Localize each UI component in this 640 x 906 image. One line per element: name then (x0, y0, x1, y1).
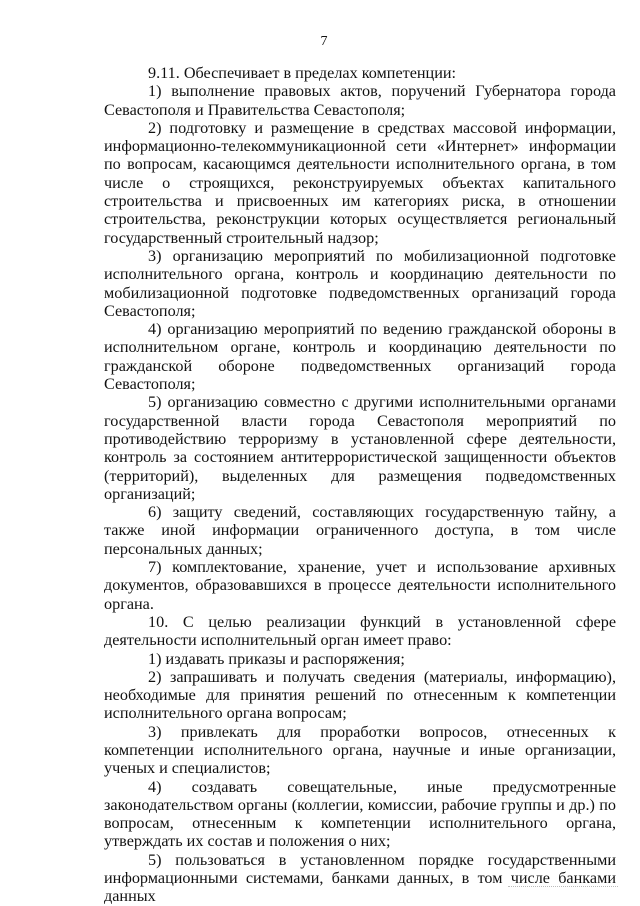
paragraph-9-11-item-7: 7) комплектование, хранение, учет и использование архивных документов, образовавшихся в процессе деятельности исполнительного органа. (104, 558, 616, 613)
paragraph-9-11-item-3: 3) организацию мероприятий по мобилизационной подготовке исполнительного органа, контроль и координацию деятельности по мобилизационной подготовке подведомственных организаций города Севастополя; (104, 246, 616, 320)
paragraph-10-item-3: 3) привлекать для проработки вопросов, отнесенных к компетенции исполнительного органа, научные и иные организации, ученых и специалистов; (104, 722, 616, 778)
paragraph-9-11-item-2: 2) подготовку и размещение в средствах массовой информации, информационно-телекоммуникационной сети «Интернет» информации по вопросам, касающимся деятельности исполнительного органа, в том числе о строящихся, реконструируемых объектах капитального строительства и присвоенных им категориях риска, в отношении строительства, реконструкции которых осуществляется региональный государственный строительный надзор; (104, 118, 616, 247)
paragraph-9-11-item-1: 1) выполнение правовых актов, поручений Губернатора города Севастополя и Правительства Севастополя; (104, 82, 616, 119)
paragraph-10-heading: 10. С целью реализации функций в установленной сфере деятельности исполнительный орган имеет право: (104, 612, 616, 650)
paragraph-10-item-4: 4) создавать совещательные, иные предусмотренные законодательством органы (коллегии, комиссии, рабочие группы и др.) по вопросам, отнесенным к компетенции исполнительного органа, утверждать их состав и положения о них; (104, 777, 616, 851)
paragraph-9-11-item-6: 6) защиту сведений, составляющих государственную тайну, а также иной информации ограниченного доступа, в том числе персональных данных; (104, 503, 616, 558)
paragraph-9-11-heading: 9.11. Обеспечивает в пределах компетенции: (148, 64, 457, 82)
paragraph-10-item-2: 2) запрашивать и получать сведения (материалы, информацию), необходимые для принятия решений по отнесенным к компетенции исполнительного органа вопросам; (104, 667, 616, 723)
page-number: 7 (320, 34, 328, 49)
paragraph-10-item-1: 1) издавать приказы и распоряжения; (148, 649, 405, 668)
paragraph-9-11-item-5: 5) организацию совместно с другими исполнительными органами государственной власти города Севастополя мероприятий по противодействию терроризму в установленной сфере деятельности, контроль за состоянием антитеррористической защищенности объектов (территорий), выделенных для размещения подведомственных организаций; (104, 393, 616, 503)
footer-dotted-mark (508, 886, 618, 891)
paragraph-9-11-item-4: 4) организацию мероприятий по ведению гражданской обороны в исполнительном органе, контроль и координацию деятельности по гражданской обороне подведомственных организаций города Севастополя; (104, 320, 616, 394)
document-body (104, 64, 616, 906)
paragraph-10-item-5: 5) пользоваться в установленном порядке государственными информационными системами, банками данных, в том числе банками данных (104, 850, 616, 906)
